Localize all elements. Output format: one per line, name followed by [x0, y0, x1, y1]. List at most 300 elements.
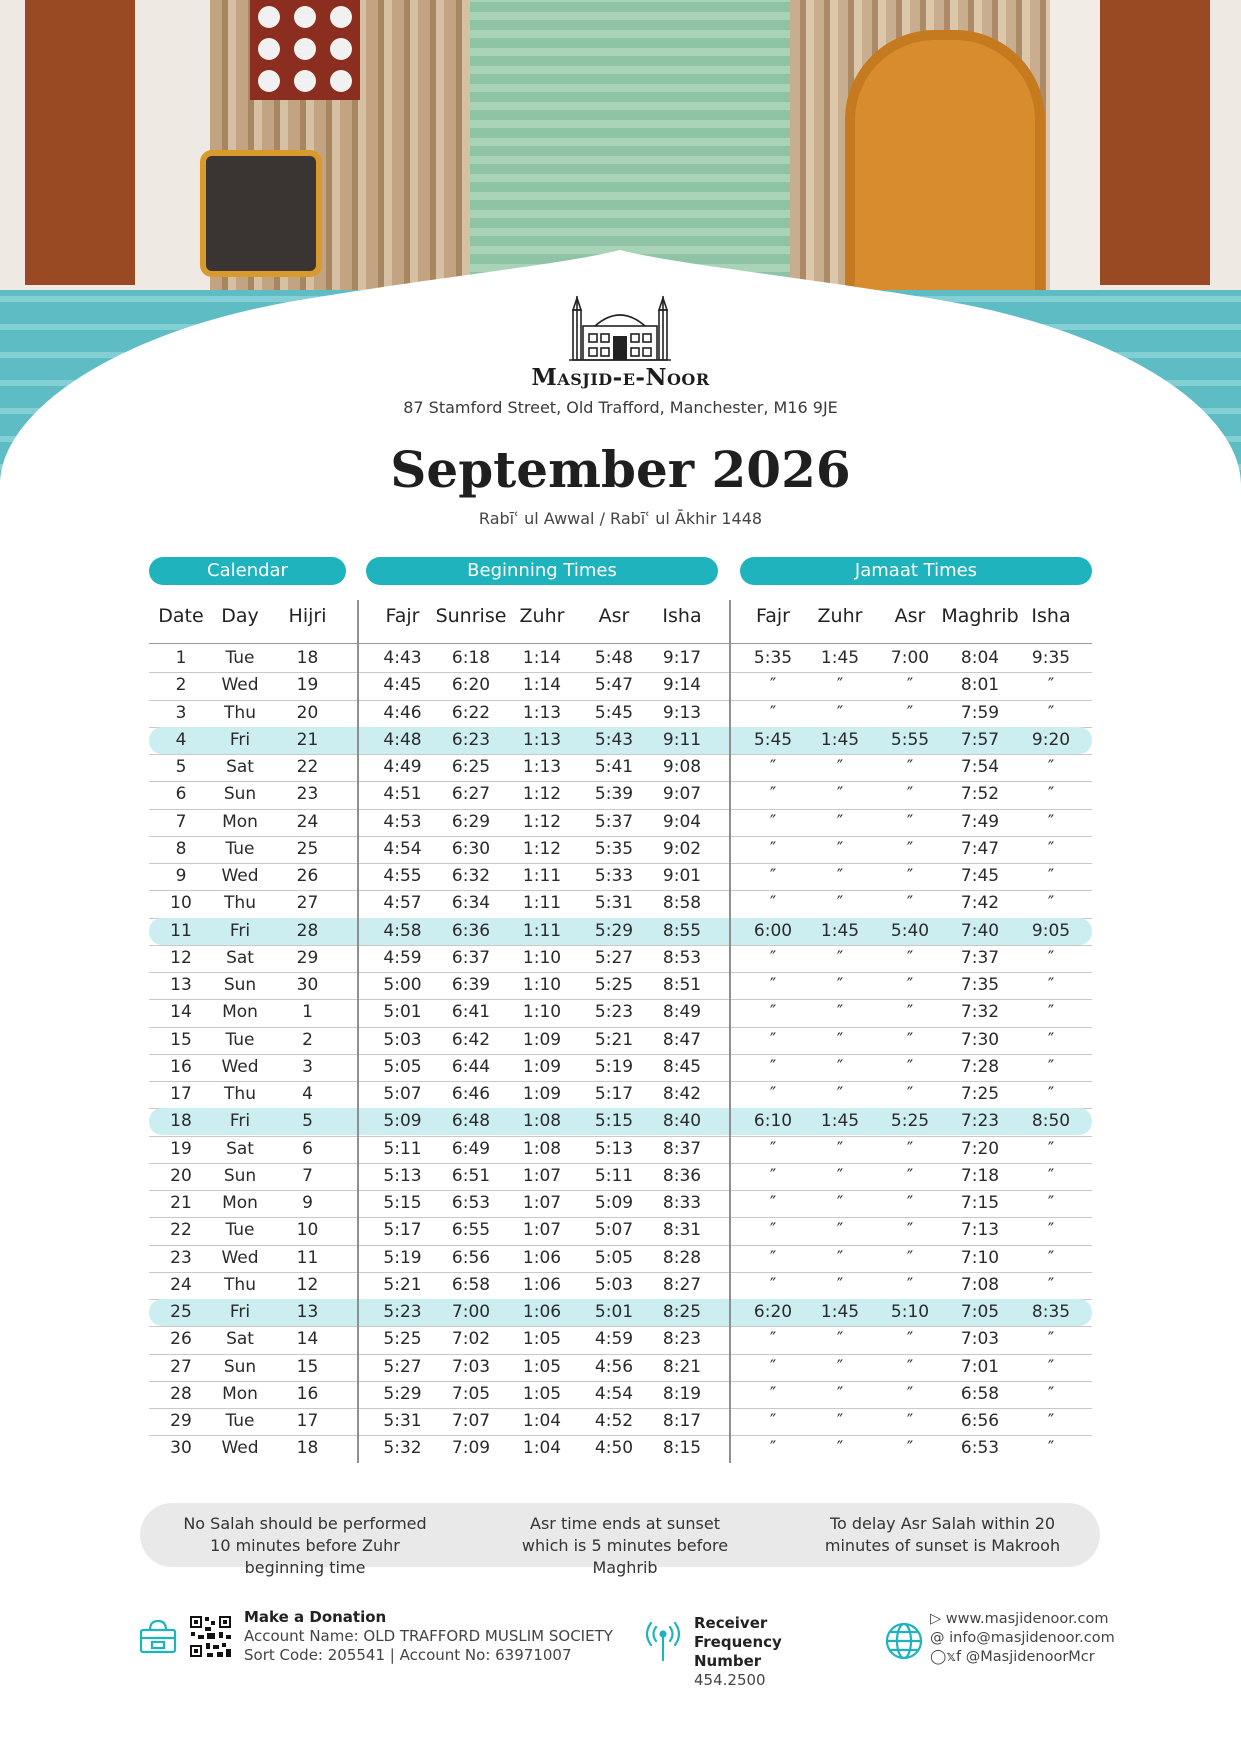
- cell-begin-zuhr: 1:10: [522, 1002, 562, 1023]
- cell-jamaat-fajr: 5:45: [753, 729, 793, 750]
- cell-jamaat-isha: ″: [1047, 811, 1055, 832]
- cell-jamaat-isha: ″: [1047, 1356, 1055, 1377]
- cell-date: 17: [170, 1084, 192, 1104]
- cell-jamaat-fajr: 5:35: [753, 648, 793, 668]
- cell-begin-fajr: 4:54: [383, 838, 422, 859]
- header-begin-asr: Asr: [598, 605, 630, 627]
- cell-jamaat-zuhr: ″: [836, 1247, 844, 1268]
- cell-jamaat-fajr: ″: [769, 811, 777, 832]
- cell-maghrib: 7:45: [960, 866, 1000, 886]
- cell-begin-asr: 5:39: [594, 784, 634, 805]
- cell-jamaat-isha: ″: [1047, 1002, 1055, 1023]
- cell-maghrib: 7:54: [960, 757, 1000, 777]
- website-text[interactable]: www.masjidenoor.com: [945, 1611, 1109, 1627]
- cell-jamaat-zuhr: ″: [836, 1084, 844, 1104]
- cell-jamaat-asr: 7:00: [890, 648, 930, 668]
- cell-sunrise: 6:56: [451, 1247, 491, 1268]
- cell-day: Sun: [223, 1356, 257, 1377]
- cell-maghrib: 7:03: [960, 1329, 1000, 1350]
- group-jamaat-times: Jamaat Times: [740, 557, 1092, 585]
- cell-jamaat-asr: ″: [906, 1084, 914, 1104]
- cell-jamaat-zuhr: 1:45: [820, 648, 860, 668]
- cell-sunrise: 7:02: [451, 1329, 491, 1350]
- cell-begin-asr: 5:09: [594, 1193, 634, 1213]
- cell-date: 24: [170, 1274, 192, 1295]
- cell-jamaat-isha: 8:50: [1031, 1111, 1071, 1132]
- cell-hijri: 18: [296, 1438, 319, 1459]
- masjid-address: 87 Stamford Street, Old Trafford, Manchester, M16 9JE: [403, 398, 838, 417]
- cell-jamaat-fajr: ″: [769, 866, 777, 886]
- cell-maghrib: 7:28: [960, 1056, 1000, 1077]
- cell-date: 30: [170, 1438, 192, 1459]
- cell-day: Wed: [221, 675, 259, 696]
- cell-hijri: 23: [296, 784, 319, 805]
- cell-begin-isha: 8:25: [662, 1302, 702, 1322]
- cell-day: Sat: [226, 947, 254, 968]
- donation-block: [244, 1608, 624, 1665]
- cell-jamaat-zuhr: ″: [836, 947, 844, 968]
- cell-begin-fajr: 5:01: [383, 1002, 422, 1023]
- sort-code: Sort Code: 205541 | Account No: 63971007: [244, 1646, 572, 1664]
- cell-date: 11: [170, 920, 192, 941]
- cell-hijri: 2: [302, 1029, 313, 1050]
- cell-maghrib: 7:32: [960, 1002, 1000, 1023]
- cell-date: 16: [170, 1056, 192, 1077]
- cell-begin-zuhr: 1:12: [522, 811, 562, 832]
- cell-jamaat-fajr: ″: [769, 1411, 777, 1431]
- cell-maghrib: 6:53: [960, 1438, 1000, 1459]
- cell-begin-fajr: 5:25: [383, 1329, 422, 1350]
- cell-hijri: 7: [302, 1165, 313, 1186]
- cell-begin-zuhr: 1:07: [522, 1193, 562, 1213]
- cell-begin-asr: 5:01: [594, 1302, 634, 1322]
- cell-date: 6: [175, 784, 187, 805]
- cell-sunrise: 6:27: [451, 784, 491, 805]
- cell-jamaat-asr: 5:55: [890, 729, 930, 750]
- cell-sunrise: 6:58: [451, 1274, 491, 1295]
- cell-jamaat-isha: ″: [1047, 1411, 1055, 1431]
- cell-day: Thu: [224, 1274, 256, 1295]
- cell-jamaat-asr: ″: [906, 1165, 914, 1186]
- cell-begin-isha: 9:17: [662, 648, 702, 668]
- cell-hijri: 1: [302, 1002, 313, 1023]
- cell-sunrise: 6:42: [451, 1029, 491, 1050]
- cell-sunrise: 6:20: [451, 675, 491, 696]
- donation-heading: Make a Donation: [244, 1608, 387, 1626]
- cell-maghrib: 7:37: [960, 947, 1000, 968]
- cell-jamaat-zuhr: 1:45: [820, 729, 860, 750]
- cell-begin-fajr: 4:51: [383, 784, 422, 805]
- cell-day: Thu: [224, 893, 256, 914]
- cell-hijri: 11: [296, 1247, 319, 1268]
- cell-sunrise: 6:22: [451, 702, 491, 723]
- group-calendar: Calendar: [149, 557, 346, 585]
- cell-begin-asr: 4:59: [594, 1329, 634, 1350]
- cell-maghrib: 7:20: [960, 1138, 1000, 1159]
- cell-jamaat-isha: ″: [1047, 1084, 1055, 1104]
- cell-jamaat-fajr: ″: [769, 784, 777, 805]
- cell-begin-asr: 5:33: [594, 866, 634, 886]
- cell-hijri: 29: [296, 947, 319, 968]
- header-jamaat-isha: Isha: [1031, 605, 1071, 627]
- cell-jamaat-asr: ″: [906, 1002, 914, 1023]
- cell-hijri: 30: [296, 975, 319, 995]
- social-links[interactable]: [930, 1648, 1130, 1667]
- cell-begin-isha: 8:37: [662, 1138, 702, 1159]
- cell-date: 20: [170, 1165, 192, 1186]
- group-beginning-times: Beginning Times: [366, 557, 718, 585]
- header-begin-zuhr: Zuhr: [519, 605, 565, 627]
- social-handle[interactable]: @MasjidenoorMcr: [965, 1649, 1095, 1665]
- cell-day: Wed: [221, 866, 259, 886]
- cell-begin-isha: 8:42: [662, 1084, 702, 1104]
- cell-begin-zuhr: 1:08: [522, 1138, 562, 1159]
- hijri-months: Rabīʿ ul Awwal / Rabīʿ ul Ākhir 1448: [478, 509, 763, 528]
- cell-jamaat-zuhr: ″: [836, 1002, 844, 1023]
- cell-jamaat-asr: 5:25: [890, 1111, 930, 1132]
- cell-day: Sun: [223, 975, 257, 995]
- cell-jamaat-asr: ″: [906, 866, 914, 886]
- header-hijri: Hijri: [288, 605, 327, 627]
- header-date: Date: [158, 605, 204, 627]
- cell-maghrib: 8:04: [960, 648, 1000, 668]
- cell-sunrise: 6:44: [451, 1056, 491, 1077]
- cell-begin-zuhr: 1:09: [522, 1084, 562, 1104]
- cell-jamaat-isha: ″: [1047, 757, 1055, 777]
- cell-begin-zuhr: 1:10: [522, 947, 562, 968]
- cell-begin-asr: 5:15: [594, 1111, 634, 1132]
- cell-begin-isha: 8:49: [662, 1002, 702, 1023]
- cell-jamaat-fajr: ″: [769, 1193, 777, 1213]
- cell-maghrib: 7:18: [960, 1165, 1000, 1186]
- cell-jamaat-asr: ″: [906, 1383, 914, 1404]
- cell-date: 28: [170, 1383, 192, 1404]
- cell-jamaat-fajr: ″: [769, 1056, 777, 1077]
- header-jamaat-fajr: Fajr: [756, 605, 790, 627]
- cell-day: Tue: [225, 1029, 255, 1050]
- cell-begin-fajr: 5:07: [383, 1084, 422, 1104]
- cell-jamaat-zuhr: ″: [836, 1438, 844, 1459]
- cell-jamaat-zuhr: ″: [836, 757, 844, 777]
- cell-jamaat-fajr: ″: [769, 838, 777, 859]
- cell-hijri: 4: [302, 1084, 313, 1104]
- cell-jamaat-zuhr: 1:45: [820, 1111, 860, 1132]
- qr-code-icon[interactable]: [189, 1615, 232, 1658]
- cell-hijri: 22: [296, 757, 319, 777]
- cell-jamaat-asr: ″: [906, 675, 914, 696]
- cell-begin-isha: 8:58: [662, 893, 702, 914]
- cell-begin-fajr: 4:49: [383, 757, 422, 777]
- cell-date: 23: [170, 1247, 192, 1268]
- cell-jamaat-asr: ″: [906, 757, 914, 777]
- cell-jamaat-asr: ″: [906, 947, 914, 968]
- cell-hijri: 21: [296, 729, 319, 750]
- cell-begin-fajr: 5:00: [383, 975, 422, 995]
- cell-begin-zuhr: 1:14: [522, 675, 562, 696]
- cell-jamaat-asr: ″: [906, 784, 914, 805]
- cell-sunrise: 6:29: [451, 811, 491, 832]
- antenna-icon: [644, 1622, 682, 1662]
- receiver-frequency: 454.2500: [694, 1671, 766, 1689]
- cell-begin-asr: 4:50: [594, 1438, 634, 1459]
- cell-begin-zuhr: 1:09: [522, 1056, 562, 1077]
- cell-jamaat-fajr: ″: [769, 1138, 777, 1159]
- cell-jamaat-zuhr: ″: [836, 1220, 844, 1241]
- cell-begin-zuhr: 1:05: [522, 1356, 562, 1377]
- cell-begin-isha: 9:14: [662, 675, 702, 696]
- cell-maghrib: 8:01: [960, 675, 1000, 696]
- cell-begin-zuhr: 1:14: [522, 648, 562, 668]
- cell-sunrise: 6:32: [451, 866, 491, 886]
- cell-date: 13: [170, 975, 192, 995]
- cell-maghrib: 7:59: [960, 702, 1000, 723]
- cell-jamaat-isha: ″: [1047, 1274, 1055, 1295]
- cell-sunrise: 7:00: [451, 1302, 491, 1322]
- cell-begin-fajr: 5:21: [383, 1274, 422, 1295]
- cell-day: Mon: [222, 1193, 258, 1213]
- cell-begin-isha: 8:53: [662, 947, 702, 968]
- cell-sunrise: 6:37: [451, 947, 491, 968]
- cell-jamaat-fajr: ″: [769, 1274, 777, 1295]
- cell-jamaat-fajr: ″: [769, 975, 777, 995]
- cell-hijri: 28: [296, 920, 319, 941]
- cell-jamaat-fajr: ″: [769, 702, 777, 723]
- cell-maghrib: 7:05: [960, 1302, 1000, 1322]
- globe-icon: [885, 1622, 923, 1660]
- cell-sunrise: 6:53: [451, 1193, 491, 1213]
- cell-date: 5: [175, 757, 187, 777]
- cell-hijri: 9: [302, 1193, 313, 1213]
- cell-hijri: 20: [296, 702, 319, 723]
- cell-date: 26: [170, 1329, 192, 1350]
- cell-maghrib: 6:56: [960, 1411, 1000, 1431]
- cell-begin-fajr: 5:31: [383, 1411, 422, 1431]
- cell-begin-isha: 9:02: [662, 838, 702, 859]
- cell-begin-isha: 9:11: [662, 729, 702, 750]
- cell-jamaat-zuhr: ″: [836, 866, 844, 886]
- cell-begin-zuhr: 1:06: [522, 1247, 562, 1268]
- cell-begin-fajr: 5:27: [383, 1356, 422, 1377]
- cell-begin-zuhr: 1:04: [522, 1411, 562, 1431]
- cell-jamaat-asr: ″: [906, 1274, 914, 1295]
- cell-date: 27: [170, 1356, 192, 1377]
- cell-jamaat-zuhr: 1:45: [820, 1302, 860, 1322]
- cell-hijri: 6: [302, 1138, 313, 1159]
- facebook-icon[interactable]: f: [956, 1649, 962, 1665]
- cell-begin-fajr: 5:29: [383, 1383, 422, 1404]
- cell-sunrise: 6:46: [451, 1084, 491, 1104]
- cell-jamaat-asr: 5:10: [890, 1302, 930, 1322]
- cell-begin-isha: 8:40: [662, 1111, 702, 1132]
- cell-begin-asr: 5:21: [594, 1029, 634, 1050]
- cell-date: 2: [175, 675, 187, 696]
- cell-day: Tue: [225, 1220, 255, 1241]
- cell-hijri: 19: [296, 675, 319, 696]
- cell-begin-fajr: 5:13: [383, 1165, 422, 1186]
- cell-begin-isha: 8:15: [662, 1438, 702, 1459]
- cell-maghrib: 7:47: [960, 838, 1000, 859]
- donation-box-icon: [138, 1616, 178, 1656]
- cell-begin-asr: 5:13: [594, 1138, 634, 1159]
- cell-date: 18: [170, 1111, 192, 1132]
- cell-begin-zuhr: 1:04: [522, 1438, 562, 1459]
- header-jamaat-zuhr: Zuhr: [817, 605, 863, 627]
- header-begin-isha: Isha: [662, 605, 702, 627]
- cell-date: 12: [170, 947, 192, 968]
- cell-date: 10: [170, 893, 192, 914]
- cell-jamaat-isha: ″: [1047, 675, 1055, 696]
- cell-jamaat-asr: ″: [906, 702, 914, 723]
- cell-jamaat-fajr: ″: [769, 1247, 777, 1268]
- cell-sunrise: 6:30: [451, 838, 491, 859]
- cell-jamaat-asr: ″: [906, 1220, 914, 1241]
- cell-jamaat-isha: 9:35: [1031, 648, 1071, 668]
- cell-maghrib: 7:35: [960, 975, 1000, 995]
- cell-begin-asr: 5:47: [594, 675, 634, 696]
- cell-jamaat-asr: ″: [906, 975, 914, 995]
- cell-begin-zuhr: 1:12: [522, 838, 562, 859]
- cell-jamaat-zuhr: ″: [836, 1138, 844, 1159]
- cell-jamaat-asr: ″: [906, 1247, 914, 1268]
- cell-jamaat-isha: ″: [1047, 947, 1055, 968]
- x-icon[interactable]: 𝕩: [946, 1649, 957, 1665]
- cell-begin-zuhr: 1:13: [522, 757, 562, 777]
- cell-sunrise: 7:09: [451, 1438, 491, 1459]
- cell-begin-zuhr: 1:07: [522, 1165, 562, 1186]
- cell-sunrise: 7:07: [451, 1411, 491, 1431]
- cell-hijri: 10: [296, 1220, 319, 1241]
- cell-date: 9: [175, 866, 187, 886]
- cell-day: Fri: [229, 1111, 251, 1132]
- cell-begin-fajr: 4:59: [383, 947, 422, 968]
- cell-sunrise: 6:48: [451, 1111, 491, 1132]
- cell-begin-fajr: 5:09: [383, 1111, 422, 1132]
- cell-maghrib: 7:25: [960, 1084, 1000, 1104]
- cell-day: Thu: [224, 1084, 256, 1104]
- website-link[interactable]: [930, 1610, 1130, 1629]
- cell-maghrib: 6:58: [960, 1383, 1000, 1404]
- cell-jamaat-isha: ″: [1047, 1329, 1055, 1350]
- cell-begin-isha: 8:28: [662, 1247, 702, 1268]
- cell-jamaat-zuhr: ″: [836, 1383, 844, 1404]
- page-title: September 2026: [390, 440, 851, 499]
- cell-day: Tue: [225, 648, 255, 668]
- cell-jamaat-zuhr: ″: [836, 975, 844, 995]
- cell-jamaat-fajr: 6:20: [753, 1302, 793, 1322]
- cell-begin-fajr: 5:15: [383, 1193, 422, 1213]
- cell-begin-zuhr: 1:12: [522, 784, 562, 805]
- email-text[interactable]: info@masjidenoor.com: [949, 1630, 1115, 1646]
- cell-begin-isha: 8:51: [662, 975, 702, 995]
- group-separator: [357, 600, 359, 1463]
- cell-begin-asr: 5:41: [594, 757, 634, 777]
- notes-bar: [140, 1503, 1100, 1577]
- cell-begin-fajr: 5:32: [383, 1438, 422, 1459]
- cell-date: 7: [175, 811, 187, 832]
- cell-begin-zuhr: 1:10: [522, 975, 562, 995]
- cell-jamaat-isha: 8:35: [1031, 1302, 1071, 1322]
- cell-jamaat-asr: ″: [906, 893, 914, 914]
- header-begin-fajr: Fajr: [385, 605, 420, 627]
- cell-begin-fajr: 4:45: [383, 675, 422, 696]
- cell-day: Tue: [225, 838, 255, 859]
- account-name: Account Name: OLD TRAFFORD MUSLIM SOCIETY: [244, 1627, 613, 1645]
- cell-maghrib: 7:01: [960, 1356, 1000, 1377]
- cell-day: Fri: [229, 1302, 251, 1322]
- cell-jamaat-zuhr: ″: [836, 1056, 844, 1077]
- cell-jamaat-asr: ″: [906, 1329, 914, 1350]
- cell-begin-zuhr: 1:09: [522, 1029, 562, 1050]
- email-link[interactable]: [930, 1629, 1130, 1648]
- cell-begin-asr: 5:43: [594, 729, 634, 750]
- header-sunrise: Sunrise: [435, 605, 507, 627]
- cell-date: 22: [170, 1220, 192, 1241]
- cell-jamaat-asr: ″: [906, 1438, 914, 1459]
- cell-jamaat-asr: ″: [906, 1193, 914, 1213]
- cell-begin-isha: 8:21: [662, 1356, 702, 1377]
- cell-day: Sat: [226, 1329, 254, 1350]
- cell-jamaat-zuhr: ″: [836, 1329, 844, 1350]
- cell-hijri: 16: [296, 1383, 319, 1404]
- cell-begin-asr: 5:48: [594, 648, 634, 668]
- cell-jamaat-zuhr: ″: [836, 1356, 844, 1377]
- cell-jamaat-fajr: ″: [769, 1220, 777, 1241]
- cell-begin-zuhr: 1:06: [522, 1274, 562, 1295]
- cell-jamaat-zuhr: ″: [836, 1165, 844, 1186]
- cell-day: Mon: [222, 811, 258, 832]
- cell-date: 15: [170, 1029, 192, 1050]
- cell-jamaat-isha: ″: [1047, 1029, 1055, 1050]
- cell-begin-isha: 8:47: [662, 1029, 702, 1050]
- cell-maghrib: 7:15: [960, 1193, 1000, 1213]
- cell-begin-isha: 8:36: [662, 1165, 702, 1186]
- cell-begin-isha: 8:45: [662, 1056, 702, 1077]
- cell-begin-fajr: 5:17: [383, 1220, 422, 1241]
- cell-begin-asr: 5:17: [594, 1084, 634, 1104]
- cell-sunrise: 6:41: [451, 1002, 491, 1023]
- instagram-icon[interactable]: ◯: [930, 1649, 947, 1665]
- cell-begin-isha: 8:33: [662, 1193, 702, 1213]
- cell-jamaat-zuhr: ″: [836, 1411, 844, 1431]
- cell-day: Wed: [221, 1438, 259, 1459]
- cell-jamaat-zuhr: ″: [836, 811, 844, 832]
- cell-day: Wed: [221, 1056, 259, 1077]
- cell-begin-fajr: 4:43: [383, 648, 422, 668]
- cell-jamaat-asr: ″: [906, 1356, 914, 1377]
- cell-jamaat-asr: ″: [906, 1411, 914, 1431]
- cell-sunrise: 6:51: [451, 1165, 491, 1186]
- cell-sunrise: 6:25: [451, 757, 491, 777]
- cell-hijri: 24: [296, 811, 319, 832]
- cell-begin-fajr: 4:46: [383, 702, 422, 723]
- cell-hijri: 5: [302, 1111, 313, 1132]
- cell-jamaat-fajr: ″: [769, 1438, 777, 1459]
- cell-jamaat-zuhr: ″: [836, 675, 844, 696]
- cell-begin-asr: 5:11: [594, 1165, 634, 1186]
- masjid-logo: [565, 290, 675, 365]
- cell-begin-asr: 5:35: [594, 838, 634, 859]
- cell-date: 25: [170, 1302, 192, 1322]
- cell-jamaat-asr: ″: [906, 1029, 914, 1050]
- cell-jamaat-zuhr: ″: [836, 1029, 844, 1050]
- cell-begin-fajr: 4:58: [383, 920, 422, 941]
- cell-begin-isha: 8:23: [662, 1329, 702, 1350]
- cell-begin-asr: 5:37: [594, 811, 634, 832]
- cell-jamaat-zuhr: ″: [836, 1274, 844, 1295]
- cell-sunrise: 6:36: [451, 920, 491, 941]
- table-rule: [149, 643, 1092, 644]
- cell-begin-asr: 5:05: [594, 1247, 634, 1268]
